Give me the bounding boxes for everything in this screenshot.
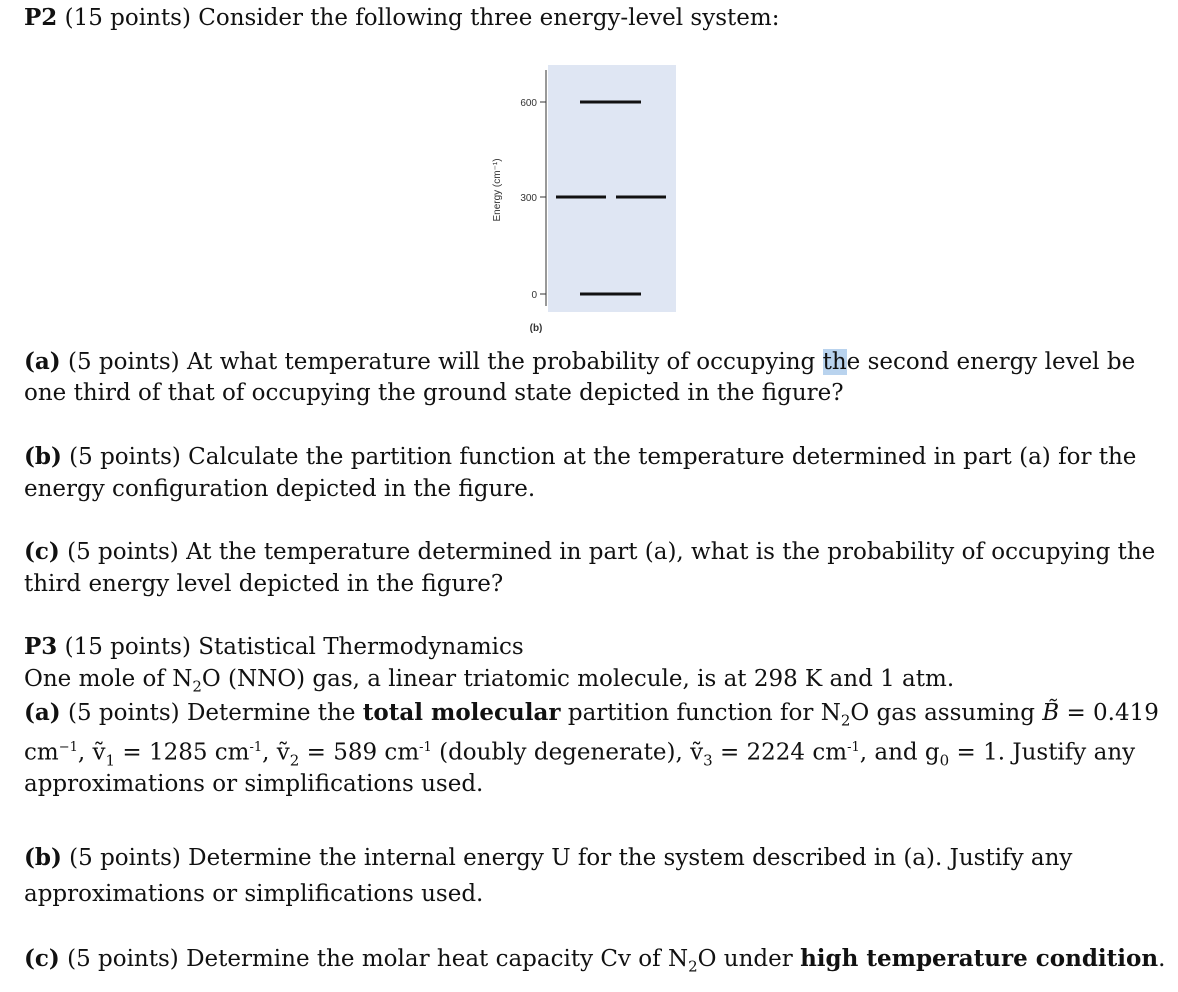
p3-c-text: (5 points) Determine the molar heat capacity Cv of N [59,946,689,972]
subscript: 3 [703,751,713,770]
p2-a-text: (5 points) At what temperature will the probability of occupying [60,349,823,375]
p3-a-line-3: approximations or simplifications used. [24,771,484,797]
p3-c-text-mid: O under [697,946,801,972]
subscript: 0 [939,751,950,770]
bold-text: high temperature condition [800,945,1159,972]
p2-b-text: (5 points) Calculate the partition function at the temperature determined in part (a) for the [61,444,1137,470]
subscript: 1 [105,751,116,770]
energy-level-figure [0,0,1178,345]
p2-b-line-1 [24,442,1136,472]
p2-a-text-cont: e second energy level be [846,349,1136,375]
p2-c-text: (5 points) At the temperature determined in part (a), what is the probability of occupying the [59,539,1156,565]
text-segment: cm [24,739,59,766]
p3-b-line-1 [24,843,1072,873]
tick-label-600: 600 [520,98,537,109]
p3-intro-text: One mole of N [24,666,193,692]
text-segment: = 2224 cm [712,739,848,766]
superscript: -1 [419,740,432,755]
text-segment: , ṽ [262,739,290,766]
subscript: 2 [840,711,851,730]
p3-a-text-post: O gas assuming [850,700,1043,726]
p3-heading [24,632,524,662]
superscript: −1 [58,740,78,755]
figure-y-axis-label: Energy (cm⁻¹) [492,158,503,222]
p3-a-value: = 0.419 [1059,700,1159,726]
p2-a-line-1 [24,347,1135,377]
subscript: 2 [192,677,202,696]
b-tilde-symbol: B̃ [1042,700,1060,726]
p2-c-label: (c) [24,538,60,565]
p3-c-label: (c) [24,945,60,972]
p3-b-label: (b) [24,844,62,871]
p3-number: P3 [24,633,58,660]
superscript: -1 [847,740,860,755]
p2-b-line-2: energy configuration depicted in the figure. [24,476,536,502]
text-segment: (doubly degenerate), ṽ [431,739,704,766]
text-segment: , and g [859,739,940,766]
selected-text-highlight: th [822,349,847,375]
subscript: 2 [289,751,300,770]
p3-b-line-2: approximations or simplifications used. [24,881,484,907]
tick-label-300: 300 [520,193,537,204]
p3-b-text: (5 points) Determine the internal energy U for the system described in (a). Justify any [61,845,1073,871]
p2-a-line-2: one third of that of occupying the ground state depicted in the figure? [24,380,844,406]
p2-c-line-2: third energy level depicted in the figure? [24,571,504,597]
text-segment: = 1. Justify any [949,739,1136,766]
figure-caption: (b) [529,323,543,334]
tick-label-0: 0 [531,290,537,301]
p3-intro [24,664,954,702]
p3-intro-text-cont: O (NNO) gas, a linear triatomic molecule, is at 298 K and 1 atm. [201,666,955,692]
text-segment: = 589 cm [299,739,420,766]
p3-c-text-post: . [1158,946,1166,972]
p2-c-line-1 [24,537,1155,567]
text-segment: , ṽ [77,739,106,766]
superscript: -1 [249,740,263,755]
p3-c-line-1 [24,944,1165,982]
p2-a-label: (a) [24,348,61,375]
bold-text: total molecular [362,699,561,726]
p3-title: (15 points) Statistical Thermodynamics [57,634,524,660]
p2-b-label: (b) [24,443,62,470]
subscript: 2 [688,957,698,976]
p3-a-line-1 [24,698,1159,736]
p3-a-label: (a) [24,699,61,726]
p2-number: P2 [24,4,58,31]
p3-a-text: (5 points) Determine the [60,700,363,726]
text-segment: = 1285 cm [115,739,250,766]
p3-a-text-mid: partition function for N [560,700,841,726]
p2-title: (15 points) Consider the following three energy-level system: [57,5,780,31]
